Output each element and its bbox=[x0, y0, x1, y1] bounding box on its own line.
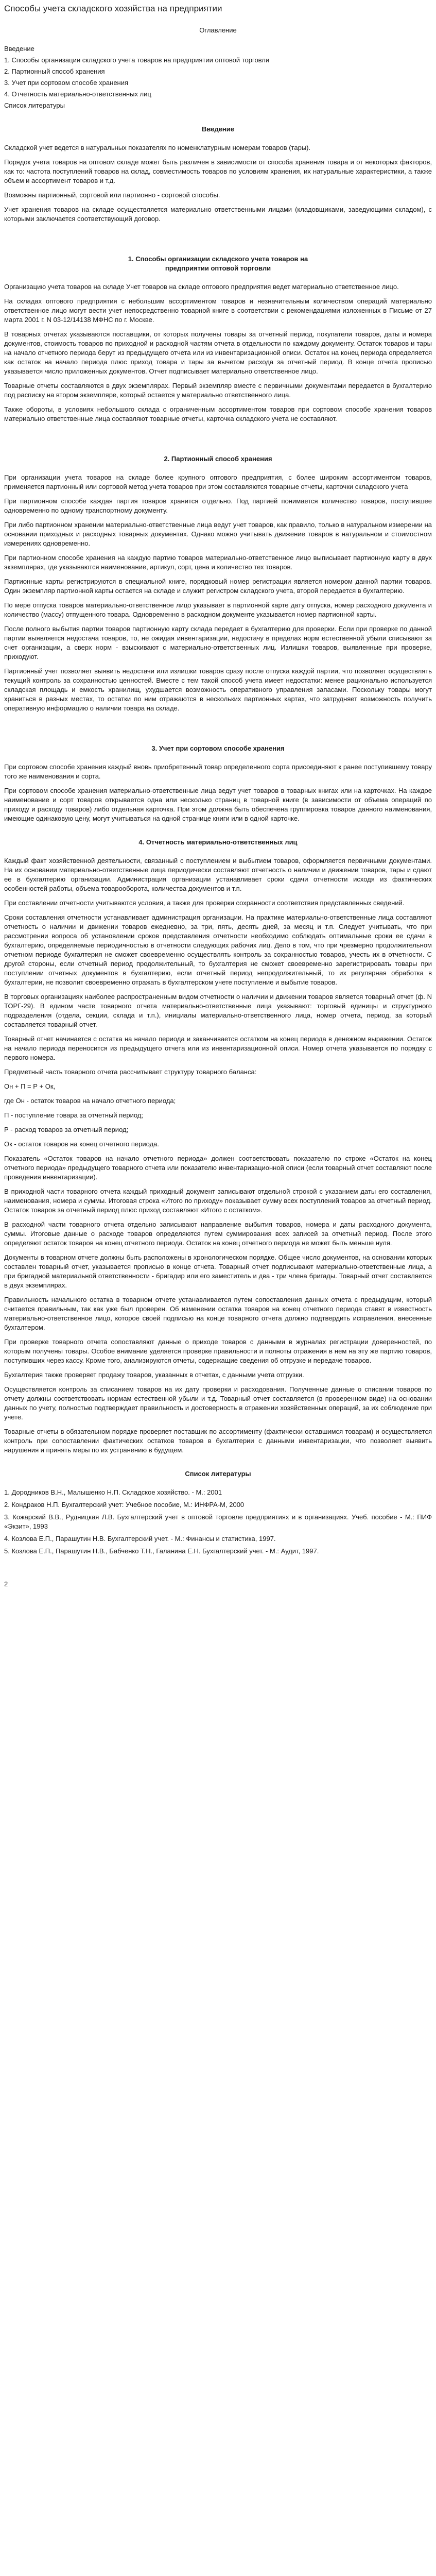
references-list bbox=[4, 1488, 432, 1556]
reference-item: 1. Дородников В.Н., Малышенко Н.П. Складское хозяйство. - М.: 2001 bbox=[4, 1488, 222, 1496]
paragraph: При организации учета товаров на складе более крупного оптового предприятия, с более широким ассортиментом товаров, применяется партионный или сортовой метод учета товаров при этом составляются товарные отчеты, карточки складского учета bbox=[4, 473, 432, 490]
paragraph: В расходной части товарного отчета отдельно записывают направление выбытия товаров, номера и даты расходного документа, суммы. Итоговые данные о расходе товаров определяются путем суммирования всех записей за отчетный период. После этого определяют остаток товаров на конец отчетного периода. Остаток на конец отчетного периода не может быть меньше нуля. bbox=[4, 1221, 432, 1247]
section-3-body bbox=[4, 762, 432, 823]
toc-list bbox=[4, 44, 432, 110]
paragraph: Он + П = Р + Ок, bbox=[4, 1082, 56, 1090]
section-1-heading-line2: предприятии оптовой торговли bbox=[165, 264, 271, 272]
section-4 bbox=[4, 838, 432, 1455]
section-4-body bbox=[4, 856, 432, 1455]
section-2-body bbox=[4, 473, 432, 713]
paragraph: При сортовом способе хранения материально-ответственные лица ведут учет товаров в товарных книгах или на карточках. На каждое наименование и сорт товаров открывается одна или несколько страниц в товарной книге (в зависимости от объема операций по приходу и расходу товаров) либо отдельная карточка. При этом должна быть обеспечена группировка товаров данного наименования, имеющие одинаковую цену, могут учитываться на одной странице книги или в одной карточке. bbox=[4, 787, 432, 822]
paragraph: Правильность начального остатка в товарном отчете устанавливается путем сопоставления данных отчета с предыдущим, который считается правильным, так как уже был проверен. Об изменении остатка товаров на конец отчетного периода ставят в известность материально-ответственное лицо, которое своей подписью на конце товарного отчета должно подтвердить исправления, внесенные бухгалтером. bbox=[4, 1296, 432, 1331]
intro-heading: Введение bbox=[202, 125, 234, 133]
references-heading: Список литературы bbox=[185, 1470, 251, 1478]
table-of-contents bbox=[4, 26, 432, 110]
toc-item[interactable]: 4. Отчетность материально-ответственных лиц bbox=[4, 90, 151, 98]
section-1-heading-line1: 1. Способы организации складского учета товаров на bbox=[128, 255, 308, 263]
references-section bbox=[4, 1469, 432, 1556]
toc-item[interactable]: 2. Партионный способ хранения bbox=[4, 67, 105, 75]
paragraph: Возможны партионный, сортовой или партионно - сортовой способы. bbox=[4, 191, 220, 199]
toc-item[interactable]: Список литературы bbox=[4, 101, 65, 109]
paragraph: При партионном способе хранения на каждую партию товаров материально-ответственное лицо выписывает партионную карту в двух экземплярах, где указываются наименование, артикул, сорт, цена и количество тех товаров. bbox=[4, 554, 432, 571]
paragraph: Показатель «Остаток товаров на начало отчетного периода» должен соответствовать показателю по строке «Остаток на конец отчетного периода» предыдущего товарного отчета или показателю инвентаризационной описи (если товарный отчет составляют после проведения инвентаризации). bbox=[4, 1155, 432, 1181]
paragraph: Осуществляется контроль за списанием товаров на их дату проверки и расходования. Полученные данные о списании товаров по отчету должны соответствовать нормам естественной убыли и т.д. Товарный отчет составляется (в проверенном виде) на основании данных по учету, полностью подтверждает правильность и достоверность в отражении хозяйственных операций, за их соблюдение при учете. bbox=[4, 1385, 432, 1421]
paragraph: Товарный отчет начинается с остатка на начало периода и заканчивается остатком на конец периода в денежном выражении. Остаток на начало периода переносится из предыдущего отчета или из инвентаризационной описи. Номер отчета указывается по порядку с первого номера. bbox=[4, 1035, 432, 1061]
section-2 bbox=[4, 454, 432, 713]
page-title: Способы учета складского хозяйства на предприятии bbox=[4, 4, 222, 13]
paragraph: На складах оптового предприятия с небольшим ассортиментом товаров и незначительным количеством операций материально ответственное лицо могут вести учет непосредственно товарной книге в соответствии с рекомендациями изложенных в Письме от 27 марта 2001 г. N 03-12/14138 МФНС по г. Москве. bbox=[4, 297, 432, 324]
reference-item: 4. Козлова Е.П., Парашутин Н.В. Бухгалтерский учет. - М.: Финансы и статистика, 1997. bbox=[4, 1535, 276, 1543]
reference-item: 3. Кожарский В.В., Рудницкая Л.В. Бухгалтерский учет в оптовой торговле предприятиях и в организациях. Учеб. пособие - М.: ПИФ «Экзит», 1993 bbox=[4, 1513, 432, 1530]
section-1-heading bbox=[4, 255, 432, 273]
paragraph: В приходной части товарного отчета каждый приходный документ записывают отдельной строкой с указанием даты его составления, наименования, номера и суммы. Итоговая строка «Итого по приходу» показывает сумму всех поступлений товаров за отчетный период. Остаток товаров за отчетный период плюс приход составляют «Итого с остатком». bbox=[4, 1188, 432, 1214]
paragraph: Р - расход товаров за отчетный период; bbox=[4, 1126, 129, 1133]
paragraph: Партионные карты регистрируются в специальной книге, порядковый номер регистрации является номером данной партии товаров. Один экземпляр партионной карты остается на складе и служит регистром складского учета, второй передается в бухгалтерию. bbox=[4, 578, 432, 595]
paragraph: Товарные отчеты в обязательном порядке проверяет поставщик по ассортименту (фактически оставшимся товарам) и осуществляется контроль при сопоставлении фактических остатков товаров в бухгалтерии с данными инвентаризации, что позволяет выявить нарушения и принять меры по их устранению в будущем. bbox=[4, 1428, 432, 1454]
paragraph: Сроки составления отчетности устанавливает администрация организации. На практике материально-ответственные лица составляют отчетность о наличии и движении товаров ежедневно, за три, пять, десять дней, за месяц и т.п. Следует учитывать, что при рассмотрении вопроса об установлении сроков представления отчетности необходимо соблюдать оптимальные сроки ее сдачи в бухгалтерию, определяемые периодичностью в отчетности следующих рабочих лиц. Дело в том, что при чрезмерно продолжительном отчетном периоде бухгалтерия не сможет своевременно осуществлять контроль за сохранностью товаров, учесть их в отчетности. С другой стороны, если отчетный период продолжительный, то бухгалтерия не сможет своевременно зарегистрировать товары при поступлении отчетных документов в бухгалтерию, если отчетный период непродолжительный, то их регулярная обработка в бухгалтерии, не позволит своевременно отражать в бухгалтерском учете поступление и выбытие товаров. bbox=[4, 913, 432, 986]
section-1-body bbox=[4, 282, 432, 423]
paragraph: По мере отпуска товаров материально-ответственное лицо указывает в партионной карте дату отпуска, номер расходного документа и количество (массу) отпущенного товара. Одновременно в расходном документе указывается номер партионной карты. bbox=[4, 601, 432, 618]
section-3-heading: 3. Учет при сортовом способе хранения bbox=[151, 744, 285, 752]
toc-item[interactable]: Введение bbox=[4, 45, 34, 53]
toc-heading: Оглавление bbox=[199, 26, 237, 34]
paragraph: При либо партионном хранении материально-ответственные лица ведут учет товаров, как правило, только в натуральном измерении на основании приходных и расходных товарных документах. Однако можно учитывать движение товаров в натуральном и стоимостном измерениях одновременно. bbox=[4, 521, 432, 547]
paragraph: где Он - остаток товаров на начало отчетного периода; bbox=[4, 1097, 176, 1105]
paragraph: П - поступление товара за отчетный период; bbox=[4, 1111, 144, 1119]
paragraph: Складской учет ведется в натуральных показателях по номенклатурным номерам товаров (тары). bbox=[4, 144, 311, 151]
reference-item: 2. Кондраков Н.П. Бухгалтерский учет: Учебное пособие, М.: ИНФРА-М, 2000 bbox=[4, 1501, 245, 1509]
paragraph: В товарных отчетах указываются поставщики, от которых получены товары за отчетный период, покупатели товаров, даты и номера документов, стоимость товаров по приходной и расходной частям отчета в отдельности по каждому документу. Остаток товаров и тары на начало отчетного периода берут из предыдущего отчета или из инвентаризационной описи. Остаток на конец периода определяется как остаток на начало периода плюс приход товара и тары за вычетом расхода за отчетный период. В конце отчета прописью указывается число приложенных документов. Отчет подписывает материально ответственное лицо. bbox=[4, 330, 432, 375]
paragraph: Предметный часть товарного отчета рассчитывает структуру товарного баланса: bbox=[4, 1068, 257, 1076]
paragraph: При составлении отчетности учитываются условия, а также для проверки сохранности соответствия представленных сведений. bbox=[4, 899, 405, 907]
paragraph: При сортовом способе хранения каждый вновь приобретенный товар определенного сорта присоединяют к ранее поступившему товару того же наименования и сорта. bbox=[4, 763, 432, 780]
page-number: 2 bbox=[4, 1580, 8, 1588]
intro-section bbox=[4, 125, 432, 224]
paragraph: При партионном способе каждая партия товаров хранится отдельно. Под партией понимается количество товаров, поступившее одновременно по одному транспортному документу. bbox=[4, 497, 432, 514]
paragraph: Учет хранения товаров на складе осуществляется материально ответственными лицами (кладовщиками, заведующими складом), с которыми заключается соответствующий договор. bbox=[4, 206, 432, 223]
section-4-heading: 4. Отчетность материально-ответственных лиц bbox=[138, 838, 298, 846]
paragraph: Также обороты, в условиях небольшого склада с ограниченным ассортиментом товаров при сортовом способе хранения товаров материально ответственные лица составляют товарные отчеты, карточка складского учета не составляют. bbox=[4, 405, 432, 422]
intro-body bbox=[4, 143, 432, 224]
paragraph: Партионный учет позволяет выявить недостачи или излишки товаров сразу после отпуска каждой партии, что позволяет осуществлять текущий контроль за сохранностью ценностей. Вместе с тем такой способ учета имеет недостатки: менее рационально используется складская площадь и емкость хранилищ, ухудшается возможность оперативного управления запасами. Поскольку товары могут храниться в разных местах, то остатки по ним отражаются в нескольких партионных картах, что затрудняет возможность получить оперативную информацию о наличии товара на складе. bbox=[4, 667, 432, 712]
section-3 bbox=[4, 744, 432, 823]
paragraph: Бухгалтерия также проверяет продажу товаров, указанных в отчетах, с данными учета отгрузки. bbox=[4, 1371, 304, 1379]
paragraph: Товарные отчеты составляются в двух экземплярах. Первый экземпляр вместе с первичными документами передается в бухгалтерию под расписку на втором экземпляре, который остается у материально ответственного лица. bbox=[4, 382, 432, 399]
paragraph: Организацию учета товаров на складе Учет товаров на складе оптового предприятия ведет материально ответственное лицо. bbox=[4, 283, 399, 291]
paragraph: В торговых организациях наиболее распространенным видом отчетности о наличии и движении товаров является товарный отчет (ф. N ТОРГ-29). В едином часте товарного отчета материально-ответственные лица указывают: торговый единицы и структурного подразделения (отдела, секции, склада и т.п.), инициалы материально-ответственного лица, номер отчета, период, за который составляется товарный отчет. bbox=[4, 993, 432, 1028]
section-1 bbox=[4, 255, 432, 423]
section-2-heading: 2. Партионный способ хранения bbox=[164, 455, 272, 463]
paragraph: Документы в товарном отчете должны быть расположены в хронологическом порядке. Общее число документов, на основании которых составлен товарный отчет, указывается прописью в конце отчета. Товарный отчет подписывают материально-ответственные лица, а при бригадной материальной ответственности - бригадир или его заместитель и два - три члена бригады. Товарный отчет составляется в двух экземплярах. bbox=[4, 1253, 432, 1289]
paragraph: Порядок учета товаров на оптовом складе может быть различен в зависимости от способа хранения товара и от некоторых факторов, как то: частота поступлений товаров на склад, совместимость товаров по условиям хранения, их натуральные характеристики, а также объем и ассортимент товаров и т.д. bbox=[4, 158, 432, 184]
reference-item: 5. Козлова Е.П., Парашутин Н.В., Бабченко Т.Н., Галанина Е.Н. Бухгалтерский учет. - М.: Аудит, 1997. bbox=[4, 1547, 319, 1555]
paragraph: При проверке товарного отчета сопоставляют данные о приходе товаров с данными в журналах регистрации доверенностей, по которым получены товары. Особое внимание уделяется проверке правильности и полноты отражения в нем на эту же партию товаров, поступивших через кассу. Кроме того, анализируются отчеты, содержащие сведения об отгрузке и передаче товаров. bbox=[4, 1338, 432, 1364]
paragraph: Ок - остаток товаров на конец отчетного периода. bbox=[4, 1140, 159, 1148]
toc-item[interactable]: 3. Учет при сортовом способе хранения bbox=[4, 79, 129, 87]
paragraph: После полного выбытия партии товаров партионную карту склада передает в бухгалтерию для проверки. Если при проверке по данной партии выявляется недостача товаров, то, не ожидая инвентаризации, недостачу в пределах норм естественной убыли списывают за счет организации, а сверх норм - взыскивают с материально-ответственных лиц. Излишки товаров, выявленные при проверке, приходуют. bbox=[4, 625, 432, 660]
toc-item[interactable]: 1. Способы организации складского учета товаров на предприятии оптовой торговли bbox=[4, 56, 270, 64]
paragraph: Каждый факт хозяйственной деятельности, связанный с поступлением и выбытием товаров, оформляется первичными документами. На их основании материально-ответственные лица периодически составляют отчетность о наличии и движении товаров, тары и сдают ее в бухгалтерию организации. Администрация организации устанавливает сроки сдачи отчетности исходя из фактических особенностей работы, объема товарооборота, количества документов и т.п. bbox=[4, 857, 432, 892]
